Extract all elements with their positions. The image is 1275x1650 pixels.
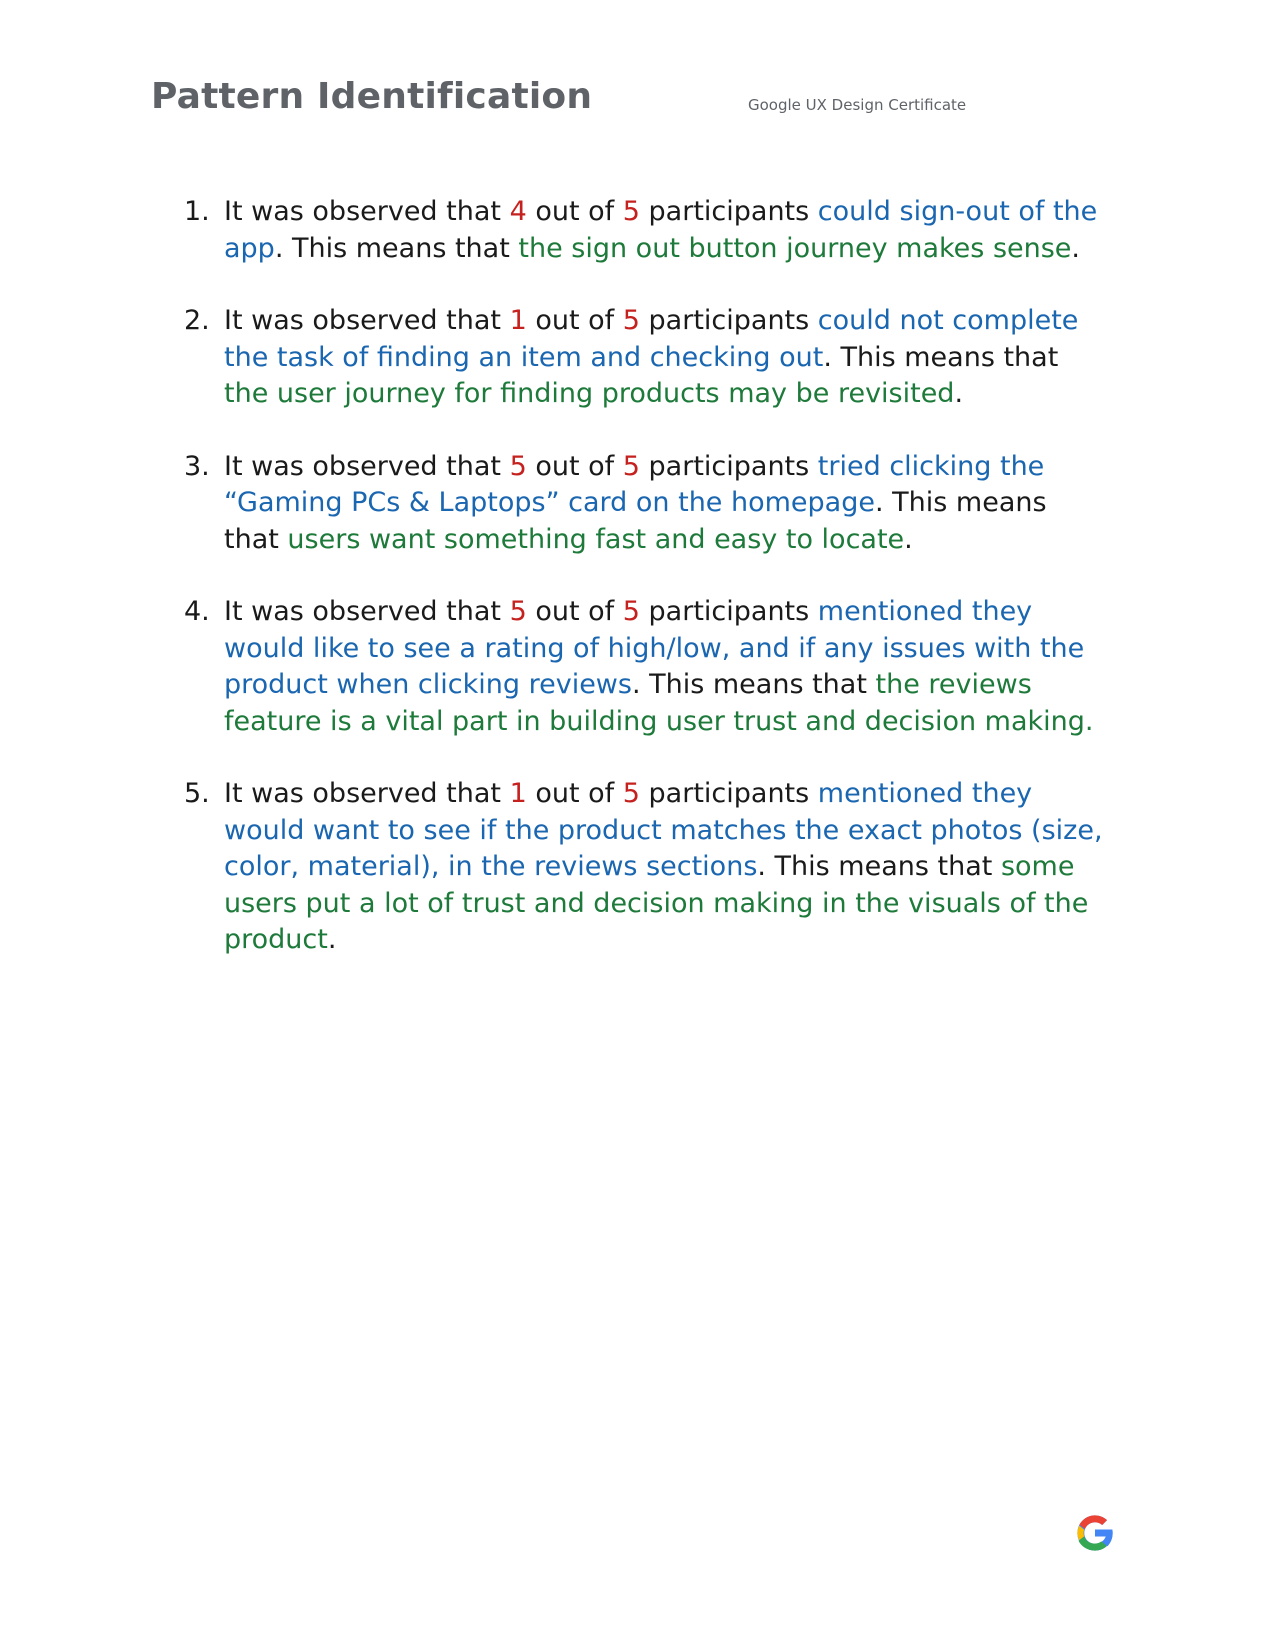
finding-out-of: out of [526,305,623,336]
finding-participants: participants [639,596,818,627]
finding-total: 5 [622,596,640,627]
finding-number: 1. [184,196,210,227]
finding-participants: participants [639,450,818,482]
finding-participants: participants [639,778,818,809]
finding-number: 5. [184,778,210,809]
finding-item-5 [184,776,1104,959]
finding-participants: participants [639,196,818,227]
finding-item-2 [184,303,1104,413]
finding-end: . [327,924,337,955]
finding-item-1 [184,194,1104,267]
finding-means: . This means that [224,487,1047,555]
finding-prefix: It was observed that [224,778,510,809]
finding-end: . [1071,232,1081,264]
finding-end: . [954,378,964,409]
finding-count: 5 [509,450,527,482]
finding-prefix: It was observed that [224,450,510,482]
finding-means: . This means that [274,232,519,264]
finding-prefix: It was observed that [224,596,510,627]
finding-observation: mentioned they would want to see if the product matches the exact photos (size, color, material), in the reviews sections [224,778,1103,882]
finding-number: 4. [184,596,210,627]
finding-total: 5 [622,196,640,227]
finding-means: . This means that [631,669,876,700]
finding-meaning: the sign out button journey makes sense [518,232,1072,264]
finding-prefix: It was observed that [224,196,510,227]
finding-total: 5 [622,305,640,336]
finding-number: 2. [184,305,210,336]
finding-means: . This means that [757,851,1001,882]
google-g-logo-icon [1072,1510,1118,1556]
finding-total: 5 [622,778,640,809]
finding-count: 1 [509,305,527,336]
finding-count: 4 [509,196,527,227]
finding-number: 3. [184,450,210,482]
findings-list [184,194,1104,995]
finding-out-of: out of [526,196,623,227]
finding-observation: tried clicking the “Gaming PCs & Laptops” card on the homepage [224,450,1045,518]
finding-observation: could not complete the task of finding an item and checking out [224,305,1079,373]
finding-count: 1 [509,778,527,809]
finding-observation: mentioned they would like to see a rating of high/low, and if any issues with the product when clicking reviews [224,596,1085,700]
finding-out-of: out of [526,778,623,809]
finding-participants: participants [639,305,818,336]
finding-means: . This means that [823,341,1059,373]
finding-prefix: It was observed that [224,305,510,336]
finding-end: . [904,523,913,555]
finding-count: 5 [509,596,527,627]
finding-item-3 [184,449,1104,559]
finding-out-of: out of [526,596,623,627]
finding-meaning: the reviews feature is a vital part in building user trust and decision making. [224,669,1094,737]
finding-observation: could sign-out of the app [224,196,1098,264]
finding-out-of: out of [526,450,623,482]
finding-meaning: the user journey for finding products may be revisited [224,378,955,409]
finding-total: 5 [622,450,640,482]
header-subtitle: Google UX Design Certificate [748,96,967,114]
finding-item-4 [184,594,1104,740]
finding-meaning: users want something fast and easy to locate [287,523,905,555]
finding-meaning: some users put a lot of trust and decision making in the visuals of the product [224,851,1089,955]
page-title: Pattern Identification [151,76,593,117]
